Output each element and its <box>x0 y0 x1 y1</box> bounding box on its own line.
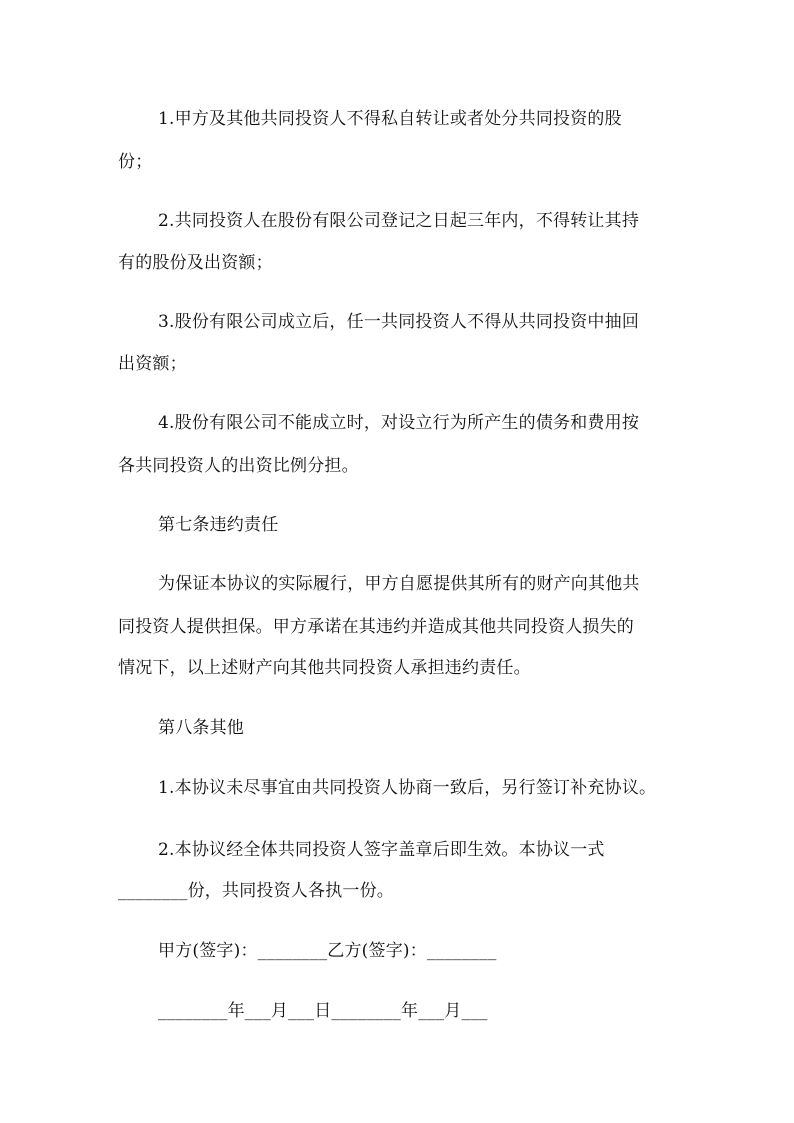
clause-1-line-1: 1.甲方及其他共同投资人不得私自转让或者处分共同投资的股 <box>158 109 622 129</box>
liability-line-2: 同投资人提供担保。甲方承诺在其违约并造成其他共同投资人损失的 <box>118 617 634 637</box>
other-clause-1: 1.本协议未尽事宜由共同投资人协商一致后，另行签订补充协议。 <box>158 778 657 798</box>
date-line: ________年___月___日________年___月___ <box>158 1001 488 1021</box>
other-clause-2-line-1: 2.本协议经全体共同投资人签字盖章后即生效。本协议一式 <box>158 840 605 860</box>
liability-line-1: 为保证本协议的实际履行，甲方自愿提供其所有的财产向其他共 <box>158 574 640 594</box>
clause-4-line-2: 各共同投资人的出资比例分担。 <box>118 456 359 476</box>
clause-1-line-2: 份； <box>118 152 153 172</box>
article-8-heading: 第八条其他 <box>158 718 244 738</box>
clause-3-line-2: 出资额； <box>118 354 187 374</box>
signature-line: 甲方(签字)：________乙方(签字)：________ <box>158 941 497 961</box>
clause-2-line-2: 有的股份及出资额； <box>118 253 273 273</box>
other-clause-2-line-2: ________份，共同投资人各执一份。 <box>118 881 394 901</box>
article-7-heading: 第七条违约责任 <box>158 515 279 535</box>
clause-2-line-1: 2.共同投资人在股份有限公司登记之日起三年内，不得转让其持 <box>158 211 640 231</box>
clause-4-line-1: 4.股份有限公司不能成立时，对设立行为所产生的债务和费用按 <box>158 413 640 433</box>
liability-line-3: 情况下，以上述财产向其他共同投资人承担违约责任。 <box>118 658 531 678</box>
clause-3-line-1: 3.股份有限公司成立后，任一共同投资人不得从共同投资中抽回 <box>158 312 640 332</box>
